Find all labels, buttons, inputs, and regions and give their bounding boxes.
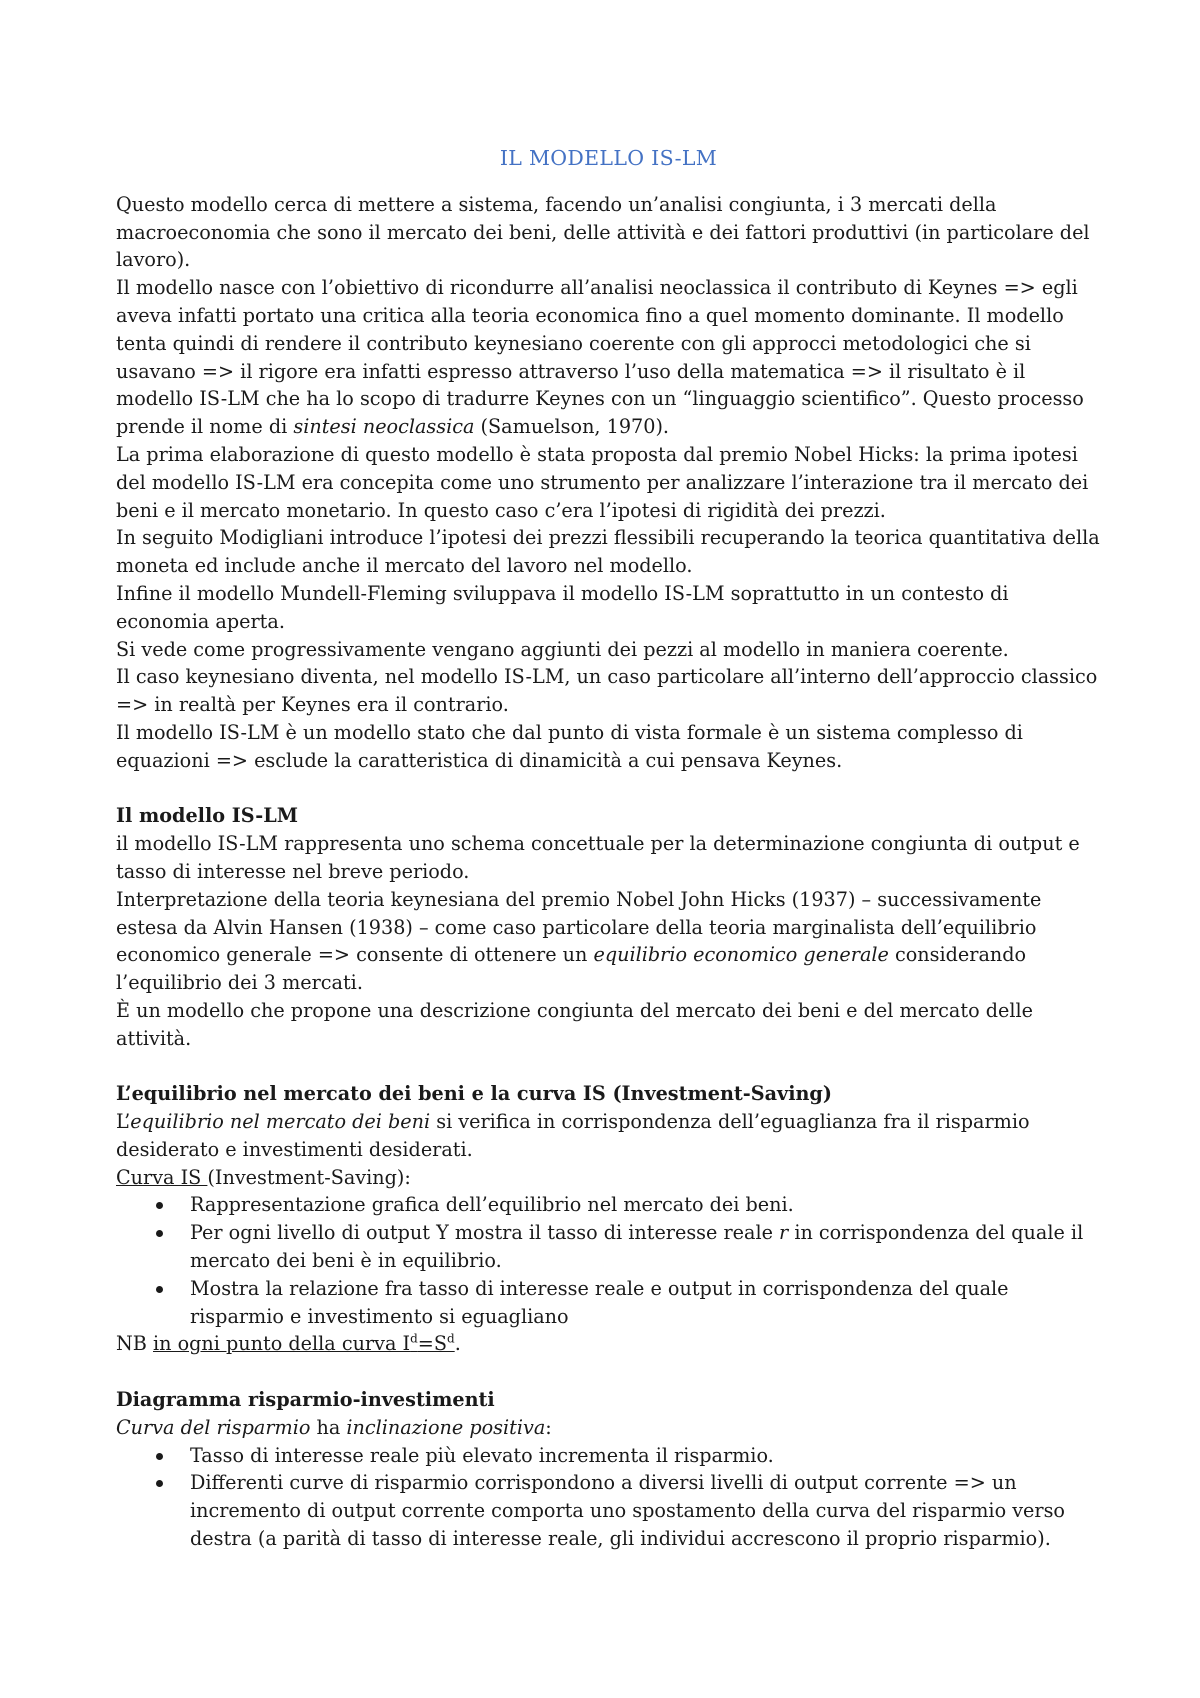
list-item: Mostra la relazione fra tasso di interesse reale e output in corrispondenza del quale risparmio e investimento si eguagliano bbox=[116, 1275, 1101, 1331]
nb-note: NB in ogni punto della curva $I^d=S^d$. bbox=[116, 1332, 461, 1356]
italic-term: sintesi neoclassica bbox=[293, 415, 475, 439]
italic-term: equilibrio economico generale bbox=[593, 943, 889, 967]
intro-paragraph: In seguito Modigliani introduce l’ipotesi dei prezzi flessibili recuperando la teorica quantitativa della moneta ed include anche il mercato del lavoro nel modello. bbox=[116, 526, 1100, 578]
section-paragraph: L’equilibrio nel mercato dei beni si verifica in corrispondenza dell’eguaglianza fra il risparmio desiderato e investimenti desiderati. bbox=[116, 1110, 1030, 1161]
curve-is-label: Curva IS (Investment-Saving): bbox=[116, 1165, 411, 1189]
intro-paragraph: Questo modello cerca di mettere a sistema, facendo un’analisi congiunta, i 3 mercati della macroeconomia che sono il mercato dei beni, delle attività e dei fattori produttivi (in particolare del lavoro). bbox=[116, 192, 1090, 272]
section-paragraph: Interpretazione della teoria keynesiana del premio Nobel John Hicks (1937) – successivamente estesa da Alvin Hansen (1938) – come caso particolare della teoria marginalista dell’equilibrio economico generale => consente di ottenere un equilibrio economico generale considerando l’equilibrio dei 3 mercati. bbox=[116, 887, 1042, 995]
section-heading: Il modello IS-LM bbox=[116, 804, 298, 828]
section-paragraph: il modello IS-LM rappresenta uno schema concettuale per la determinazione congiunta di output e tasso di interesse nel breve periodo. bbox=[116, 832, 1080, 883]
intro-paragraph: Si vede come progressivamente vengano aggiunti dei pezzi al modello in maniera coerente. bbox=[116, 637, 1009, 661]
intro-paragraph: Il modello IS-LM è un modello stato che dal punto di vista formale è un sistema complesso di equazioni => esclude la caratteristica di dinamicità a cui pensava Keynes. bbox=[116, 720, 1023, 772]
list-item: Tasso di interesse reale più elevato incrementa il risparmio. bbox=[116, 1442, 1101, 1470]
list-item: Differenti curve di risparmio corrispondono a diversi livelli di output corrente => un incremento di output corrente comporta uno spostamento della curva del risparmio verso destra (a parità di tasso di interesse reale, gli individui accrescono il proprio risparmio). bbox=[116, 1469, 1101, 1552]
document-body bbox=[116, 145, 1101, 1553]
section-heading: Diagramma risparmio-investimenti bbox=[116, 1388, 495, 1412]
section-is-curve bbox=[116, 1080, 1101, 1358]
intro-paragraph: La prima elaborazione di questo modello è stata proposta dal premio Nobel Hicks: la prima ipotesi del modello IS-LM era concepita come uno strumento per analizzare l’interazione tra il mercato dei beni e il mercato monetario. In questo caso c’era l’ipotesi di rigidità dei prezzi. bbox=[116, 442, 1089, 522]
section-paragraph: Curva del risparmio ha inclinazione positiva: bbox=[116, 1415, 552, 1439]
section-savings-investment bbox=[116, 1386, 1101, 1553]
italic-term: equilibrio nel mercato dei beni bbox=[130, 1110, 431, 1134]
bullet-list bbox=[116, 1442, 1101, 1553]
section-is-lm bbox=[116, 802, 1101, 1052]
intro-paragraph: Infine il modello Mundell-Fleming sviluppava il modello IS-LM soprattutto in un contesto di economia aperta. bbox=[116, 581, 1009, 633]
intro-section bbox=[116, 191, 1101, 775]
bullet-list bbox=[116, 1191, 1101, 1330]
list-item: Rappresentazione grafica dell’equilibrio nel mercato dei beni. bbox=[116, 1191, 1101, 1219]
document-title: IL MODELLO IS-LM bbox=[499, 146, 718, 170]
list-item: Per ogni livello di output Y mostra il tasso di interesse reale r in corrispondenza del quale il mercato dei beni è in equilibrio. bbox=[116, 1219, 1101, 1275]
section-heading: L’equilibrio nel mercato dei beni e la curva IS (Investment-Saving) bbox=[116, 1082, 832, 1106]
section-paragraph: È un modello che propone una descrizione congiunta del mercato dei beni e del mercato delle attività. bbox=[116, 998, 1033, 1050]
intro-paragraph: Il modello nasce con l’obiettivo di ricondurre all’analisi neoclassica il contributo di Keynes => egli aveva infatti portato una critica alla teoria economica fino a quel momento dominante. Il modello tenta quindi di rendere il contributo keynesiano coerente con gli approcci metodologici che si usavano => il rigore era infatti espresso attraverso l’uso della matematica => il risultato è il modello IS-LM che ha lo scopo di tradurre Keynes con un “linguaggio scientifico”. Questo processo prende il nome di sintesi neoclassica (Samuelson, 1970). bbox=[116, 276, 1084, 439]
intro-paragraph: Il caso keynesiano diventa, nel modello IS-LM, un caso particolare all’interno dell’approccio classico => in realtà per Keynes era il contrario. bbox=[116, 665, 1098, 717]
